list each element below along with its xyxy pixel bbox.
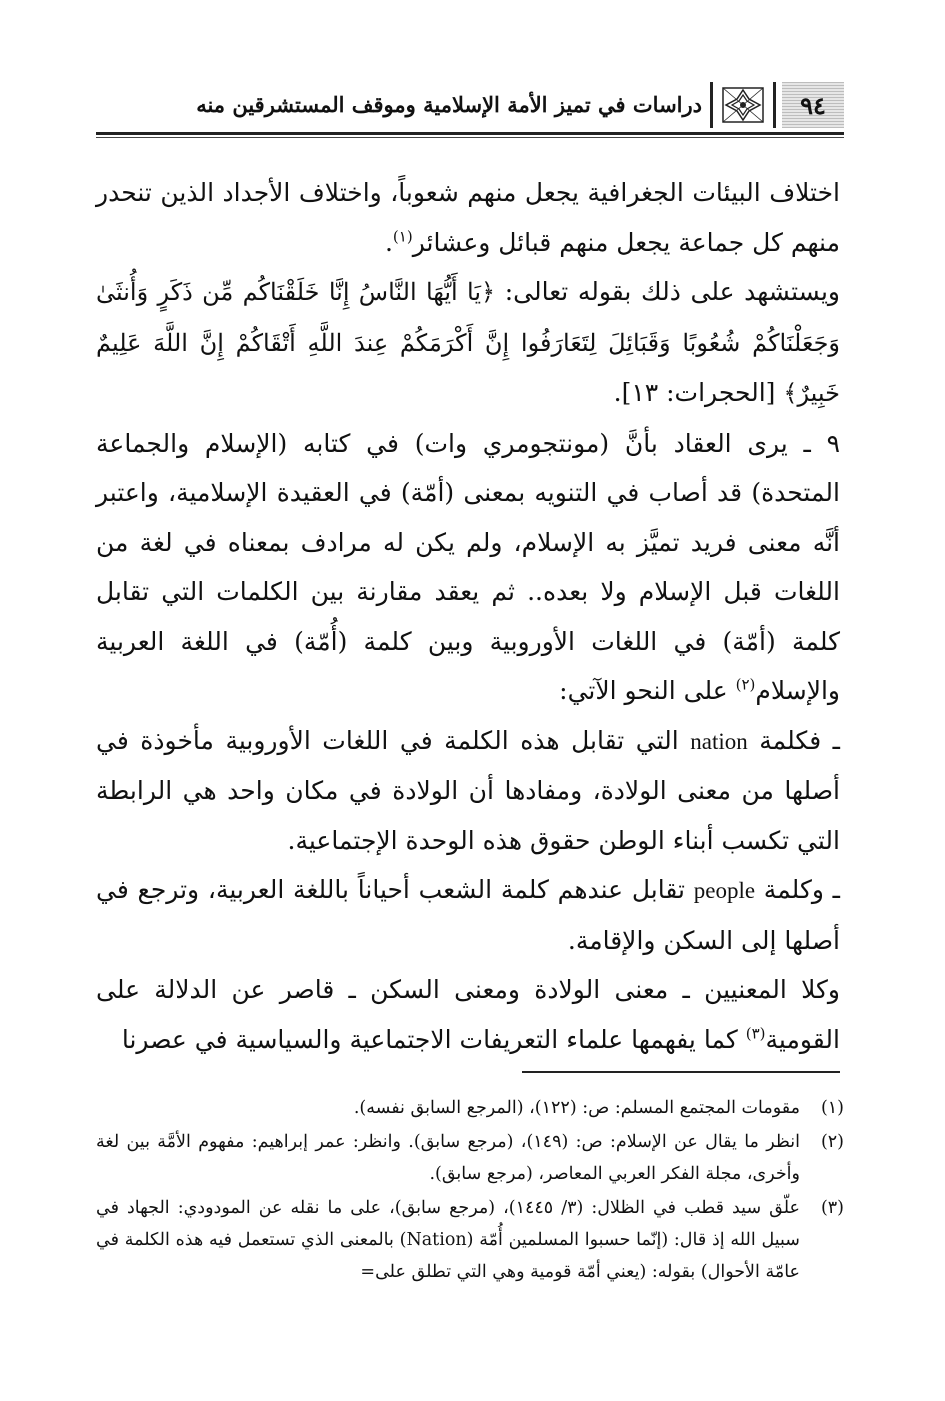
paragraph-6-text: وكلا المعنيين ـ معنى الولادة ومعنى السكن ـ قاصر عن الدلالة على القومية [96, 975, 840, 1054]
paragraph-6-end: كما يفهمها علماء التعريفات الاجتماعية والسياسية في عصرنا [121, 1024, 746, 1054]
footnotes [96, 1092, 844, 1290]
footnote-ref-2: (٢) [735, 675, 756, 694]
paragraph-4-start: ـ فكلمة [747, 725, 840, 755]
paragraph-1-text: اختلاف البيئات الجغرافية يجعل منهم شعوباً، واختلاف الأجداد الذين تنحدر منهم كل جماعة يجعل منهم قبائل وعشائر [96, 178, 840, 257]
paragraph-4-text: التي تقابل هذه الكلمة في اللغات الأوروبية مأخوذة في أصلها من معنى الولادة، ومفادها أن الولادة في مكان واحد هي الرابطة التي تكسب أبناء الوطن حقوق هذه الوحدة الإجتماعية. [96, 725, 840, 855]
footnote [96, 1192, 844, 1288]
footnote [96, 1092, 844, 1124]
latin-word-nation: nation [690, 728, 748, 754]
paragraph-4 [96, 716, 840, 866]
footnote-text: علّق سيد قطب في الظلال: (٣/ ١٤٤٥)، (مرجع سابق)، على ما نقله عن المودودي: الجهاد في سبيل الله إذ قال: (إنّما حسبوا المسلمين أُمّة (Nation) بالمعنى الذي تستعمل فيه هذه الكلمة في عامّة الأحوال) بقوله: (يعني أمّة قومية وهي التي تطلق على= [96, 1198, 800, 1282]
paragraph-5 [96, 865, 840, 965]
header-rule [96, 132, 844, 135]
footnote-text: مقومات المجتمع المسلم: ص: (١٢٢)، (المرجع السابق نفسه). [353, 1098, 800, 1118]
paragraph-5-start: ـ وكلمة [755, 875, 841, 904]
paragraph-6 [96, 965, 840, 1064]
paragraph-2 [96, 267, 840, 419]
header-rule-thin [96, 137, 844, 138]
paragraph-1 [96, 168, 840, 267]
footnote-number: (٢) [820, 1132, 844, 1152]
footnote-separator [522, 1071, 840, 1073]
quran-verse: ﴿يَا أَيُّهَا النَّاسُ إِنَّا خَلَقْنَاكُم مِّن ذَكَرٍ وَأُنثَىٰ وَجَعَلْنَاكُمْ شُعُوبًا وَقَبَائِلَ لِتَعَارَفُوا إِنَّ أَكْرَمَكُمْ عِندَ اللَّهِ أَتْقَاكُمْ إِنَّ اللَّهَ عَلِيمٌ خَبِيرٌ﴾ [96, 278, 841, 407]
page-header [96, 82, 844, 128]
main-text [96, 168, 840, 1064]
paragraph-3-text: ٩ ـ يرى العقاد بأنَّ (مونتجومري وات) في كتابه (الإسلام والجماعة المتحدة) قد أصاب في التنويه بمعنى (أمّة) في العقيدة الإسلامية، واعتبر أنَّه معنى فريد تميَّز به الإسلام، ولم يكن له مرادف بمعناه في لغة من اللغات قبل الإسلام ولا بعده.. ثم يعقد مقارنة بين الكلمات التي تقابل كلمة (أمّة) في اللغات الأوروبية وبين كلمة (أُمّة) في اللغة العربية والإسلام [96, 428, 841, 705]
paragraph-5-text: تقابل عندهم كلمة الشعب أحياناً باللغة العربية، وترجع في أصلها إلى السكن والإقامة. [96, 875, 840, 955]
footnote [96, 1126, 844, 1190]
verse-citation: [الحجرات: ١٣]. [613, 378, 784, 407]
footnote-number: (١) [820, 1098, 844, 1118]
page-number: ٩٤ [782, 82, 844, 128]
footnote-number: (٣) [820, 1198, 844, 1218]
paragraph-3-end: على النحو الآتي: [559, 676, 736, 705]
footnote-text: انظر ما يقال عن الإسلام: ص: (١٤٩)، (مرجع سابق). وانظر: عمر إبراهيم: مفهوم الأمَّة بين لغة وأخرى، مجلة الفكر العربي المعاصر، (مرجع سابق). [96, 1132, 800, 1184]
footnote-ref-3: (٣) [745, 1024, 766, 1043]
latin-word-people: people [693, 878, 756, 903]
paragraph-2-intro: ويستشهد على ذلك بقوله تعالى: [495, 277, 840, 306]
ornament-icon [710, 82, 776, 128]
paragraph-3 [96, 419, 840, 716]
footnote-ref-1: (١) [392, 227, 413, 246]
running-title: دراسات في تميز الأمة الإسلامية وموقف المستشرقين منه [196, 92, 702, 117]
paragraph-1-end: . [384, 227, 393, 257]
